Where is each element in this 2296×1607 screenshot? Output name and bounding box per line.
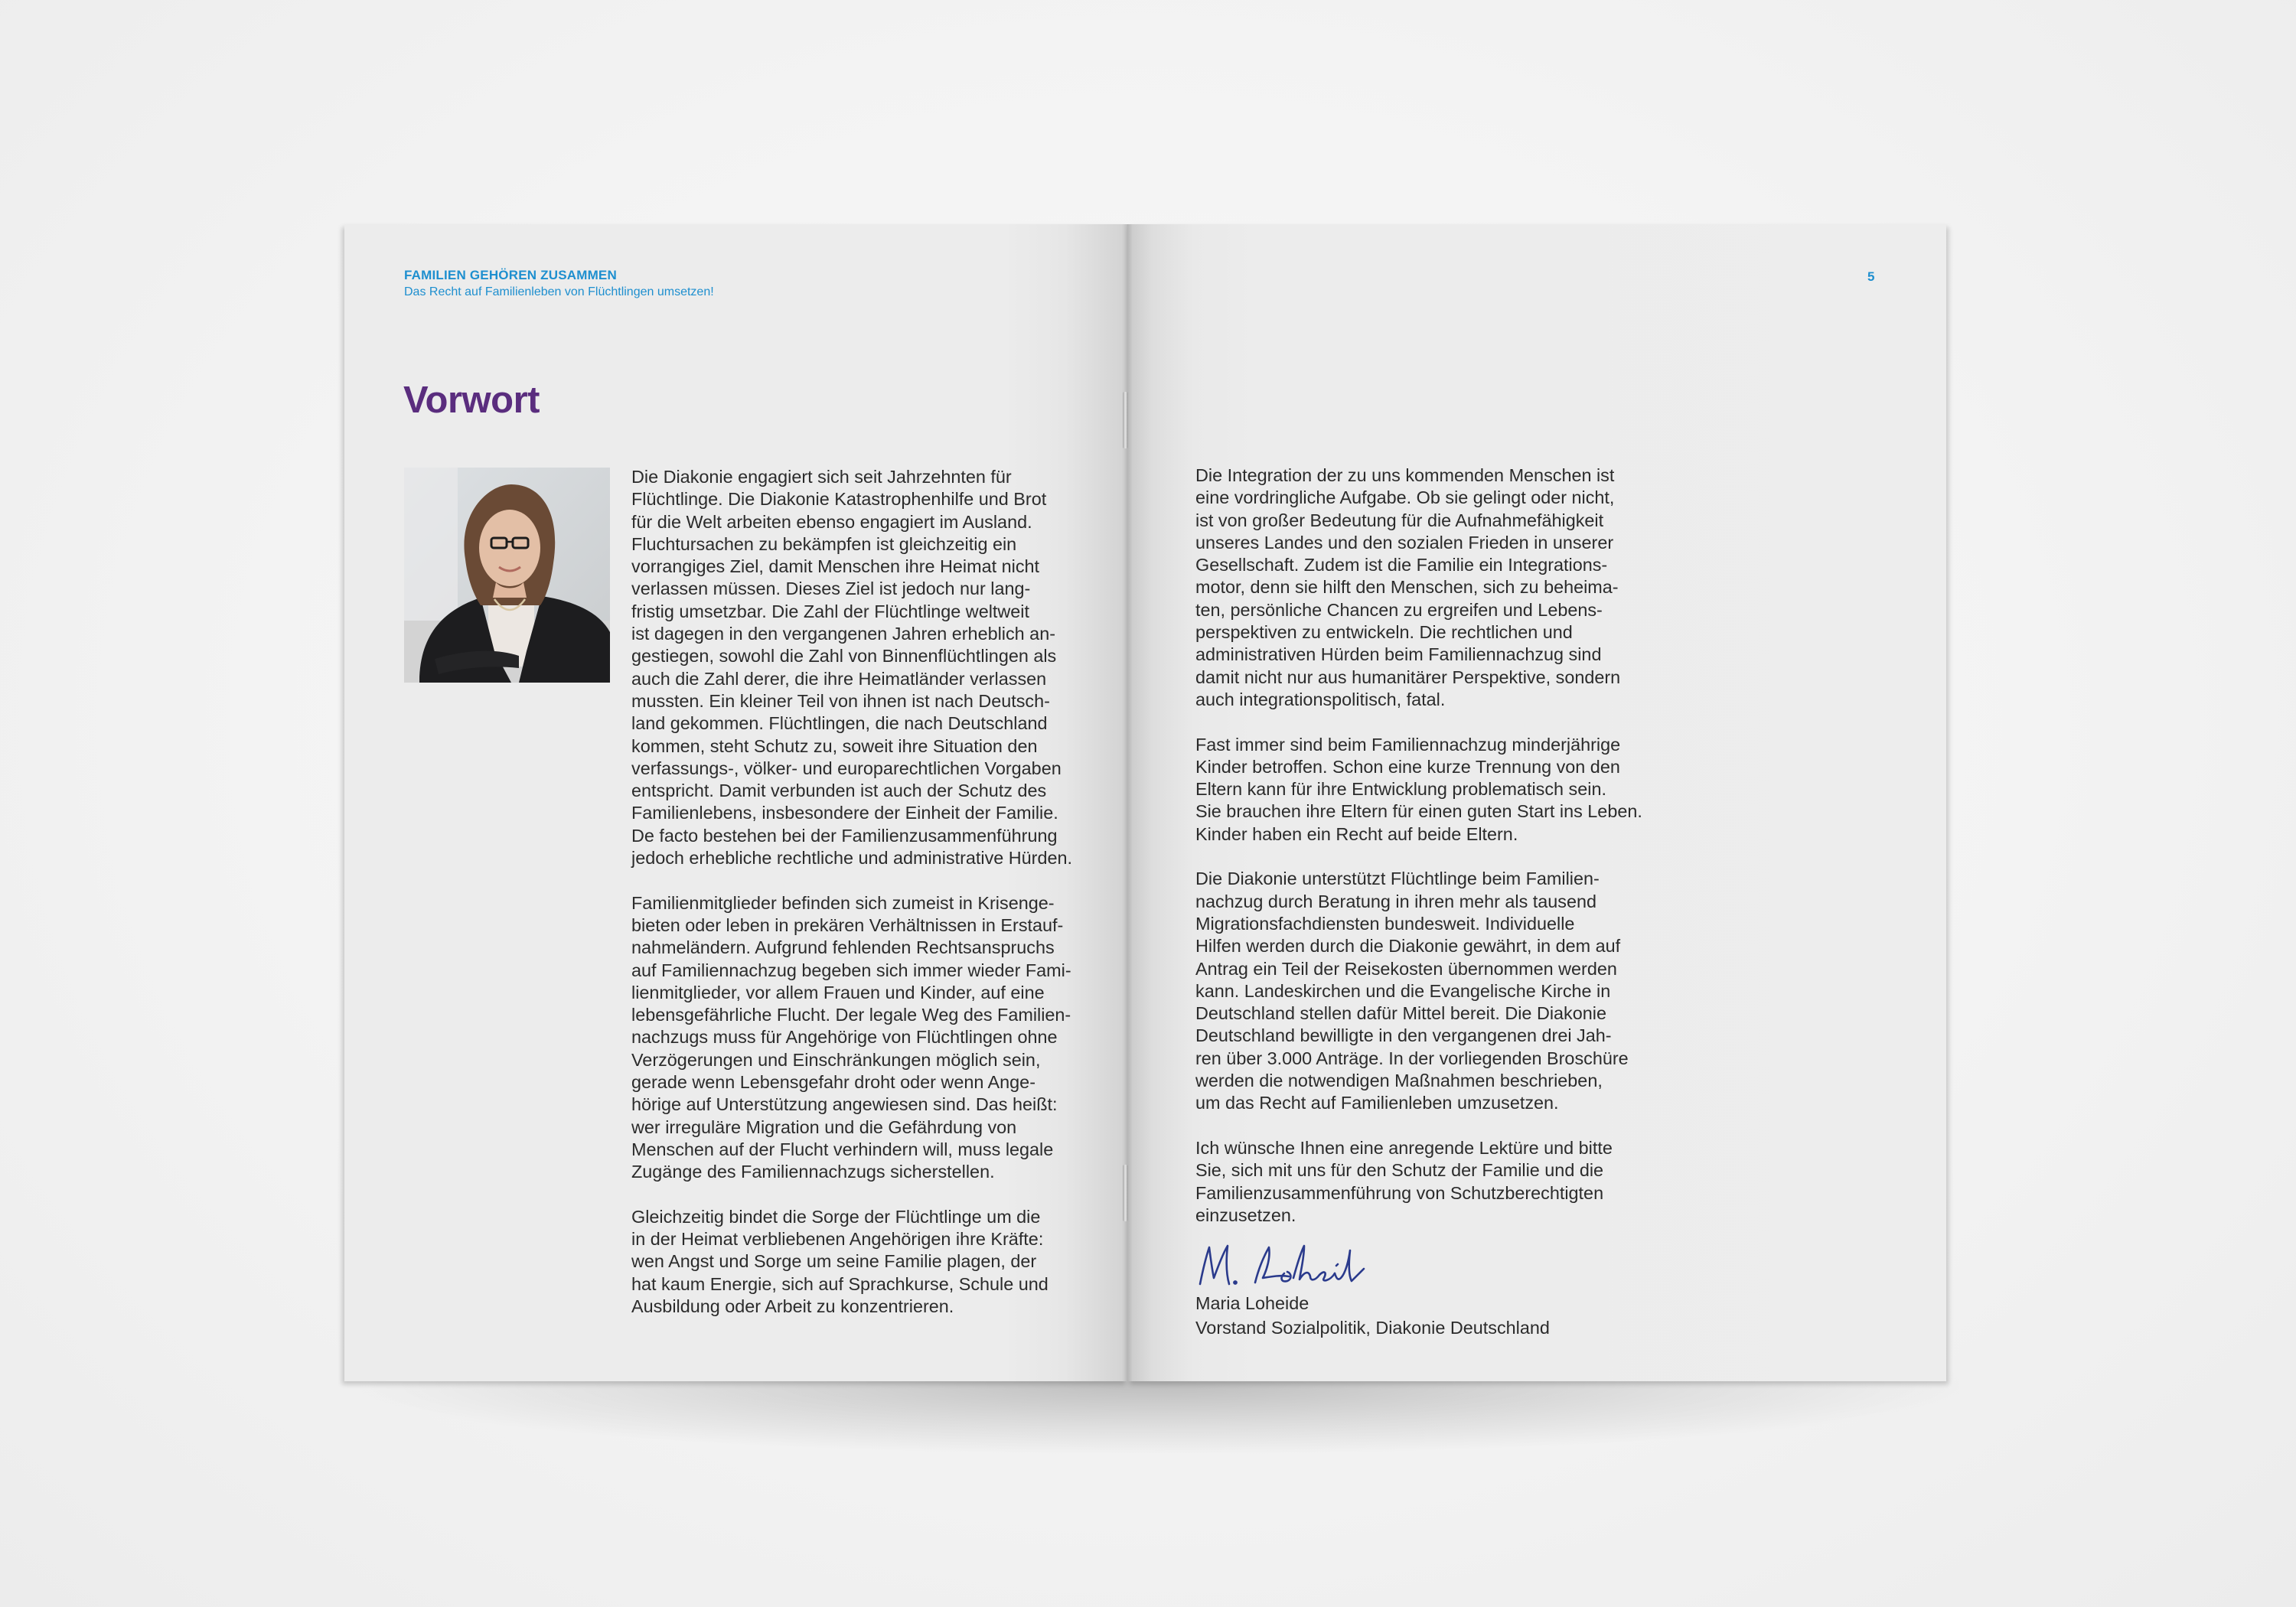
right-column-text [1195,464,1662,1249]
paragraph: Ich wünsche Ihnen eine anregende Lektüre und bitte Sie, sich mit uns für den Schutz der Familie und die Familienzusammenführung von Schutzberechtigten einzusetzen. [1195,1137,1613,1225]
page-number: 5 [1867,269,1875,284]
paragraph: Familienmitglieder befinden sich zumeist in Krisenge- bieten oder leben in prekären Verhältnissen in Erstauf- nahmeländern. Aufgrund fehlenden Rechtsanspruchs auf Familiennachzug begeben sich immer wieder Fami- lienmitglieder, vor allem Frauen und Kinder, auf eine lebensgefährliche Flucht. Der legale Weg des Familien- nachzugs muss für Angehörige von Flüchtlingen ohne Verzögerungen und Einschränkungen möglich sein, gerade wenn Lebensgefahr droht oder wenn Ange- hörige auf Unterstützung angewiesen sind. Das heißt: wer irreguläre Migration und die Gefährdung von Menschen auf der Flucht verhindern will, muss legale Zugänge des Familiennachzugs sicherstellen. [631,892,1071,1182]
paragraph: Die Diakonie unterstützt Flüchtlinge beim Familien- nachzug durch Beratung in ihren mehr als tausend Migrationsfachdiensten bundesweit. Individuelle Hilfen werden durch die Diakonie gewährt, in dem auf Antrag ein Teil der Reisekosten übernommen werden kann. Landeskirchen und die Evangelische Kirche in Deutschland stellen dafür Mittel bereit. Die Diakonie Deutschland bewilligte in den vergangenen drei Jah- ren über 3.000 Anträge. In der vorliegenden Broschüre werden die notwendigen Maßnahmen beschrieben, um das Recht auf Familienleben umzusetzen. [1195,869,1629,1113]
paragraph: Die Integration der zu uns kommenden Menschen ist eine vordringliche Aufgabe. Ob sie gelingt oder nicht, ist von großer Bedeutung für die Aufnahmefähigkeit unseres Landes und den sozialen Frieden in unserer Gesellschaft. Zudem ist die Familie ein Integrations- motor, denn sie hilft den Menschen, sich zu beheima- ten, persönliche Chancen zu ergreifen und Lebens- perspektiven zu entwickeln. Die rechtlichen und administrativen Hürden beim Familiennachzug sind damit nicht nur aus humanitärer Perspektive, sondern auch integrationspolitisch, fatal. [1195,465,1621,709]
left-column-text [631,466,1075,1341]
running-subtitle: Das Recht auf Familienleben von Flüchtlingen umsetzen! [404,285,714,298]
signer-name: Maria Loheide [1195,1293,1309,1313]
handwritten-signature [1195,1238,1371,1293]
signature-drawing [1195,1238,1371,1293]
portrait-illustration [404,468,610,683]
running-title: FAMILIEN GEHÖREN ZUSAMMEN [404,268,617,282]
staple-bottom [1123,1165,1128,1221]
signer-role: Vorstand Sozialpolitik, Diakonie Deutschland [1195,1318,1550,1338]
paragraph: Gleichzeitig bindet die Sorge der Flüchtlinge um die in der Heimat verbliebenen Angehörigen ihre Kräfte: wen Angst und Sorge um seine Familie plagen, der hat kaum Energie, sich auf Sprachkurse, Schule und Ausbildung oder Arbeit zu konzentrieren. [631,1206,1049,1316]
paragraph: Fast immer sind beim Familiennachzug minderjährige Kinder betroffen. Schon eine kurze Trennung von den Eltern kann für ihre Entwicklung problematisch sein. Sie brauchen ihre Eltern für einen guten Start ins Leben. Kinder haben ein Recht auf beide Eltern. [1195,734,1642,844]
staple-top [1123,392,1128,448]
paragraph: Die Diakonie engagiert sich seit Jahrzehnten für Flüchtlinge. Die Diakonie Katastrophenhilfe und Brot für die Welt arbeiten ebenso engagiert im Ausland. Fluchtursachen zu bekämpfen ist gleichzeitig ein vorrangiges Ziel, damit Menschen ihre Heimat nicht verlassen müssen. Dieses Ziel ist jedoch nur lang- fristig umsetzbar. Die Zahl der Flüchtlinge weltweit ist dagegen in den vergangenen Jahren erheblich an- gestiegen, sowohl die Zahl von Binnenflüchtlingen als auch die Zahl derer, die ihre Heimatländer verlassen mussten. Ein kleiner Teil von ihnen ist nach Deutsch- land gekommen. Flüchtlingen, die nach Deutschland kommen, steht Schutz zu, soweit ihre Situation den verfassungs-, völker- und europarechtlichen Vorgaben entspricht. Damit verbunden ist auch der Schutz des Familienlebens, insbesondere der Einheit der Familie. De facto bestehen bei der Familienzusammenführung jedoch erhebliche rechtliche und administrative Hürden. [631,467,1072,869]
page-title: Vorwort [403,380,540,421]
author-portrait [404,468,610,683]
